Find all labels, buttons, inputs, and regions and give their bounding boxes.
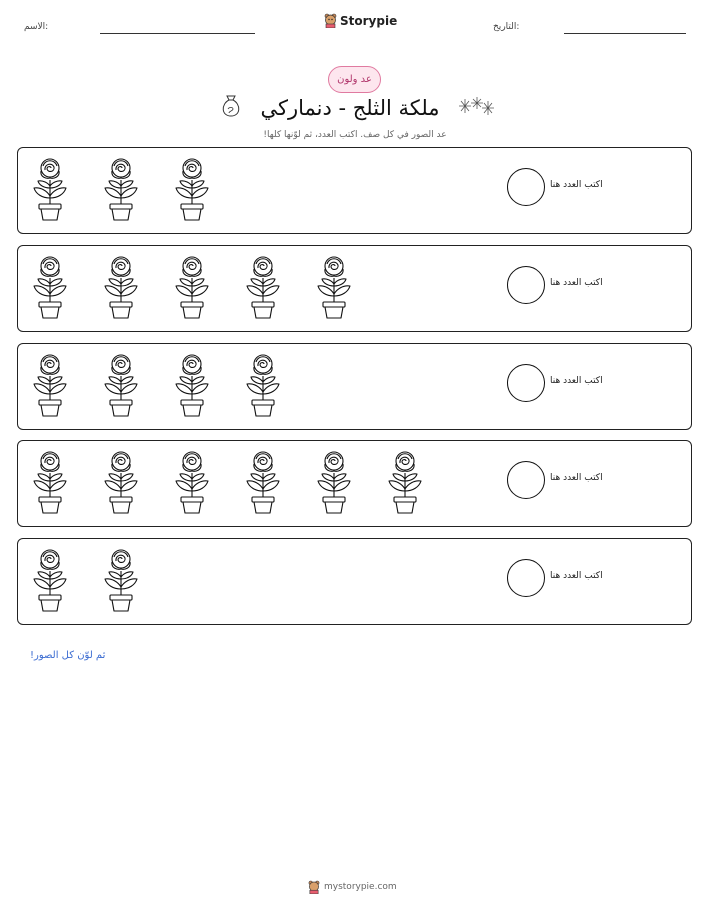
counting-row [17, 245, 692, 332]
potted-rose-icon [243, 447, 283, 517]
potted-rose-icon [30, 447, 70, 517]
name-line[interactable] [100, 33, 255, 34]
potted-rose-icon [101, 545, 141, 615]
answer-label: اكتب العدد هنا [550, 571, 603, 581]
potted-rose-icon [172, 154, 212, 224]
storypie-bear-icon [324, 13, 337, 28]
brand-name: Storypie [340, 13, 398, 28]
potted-rose-icon [172, 350, 212, 420]
potted-rose-icon [172, 252, 212, 322]
answer-label: اكتب العدد هنا [550, 473, 603, 483]
potted-rose-icon [30, 154, 70, 224]
potted-rose-icon [314, 252, 354, 322]
potted-rose-icon [30, 350, 70, 420]
potted-rose-icon [101, 447, 141, 517]
potted-rose-icon [385, 447, 425, 517]
site-footer [308, 880, 397, 894]
counting-row [17, 538, 692, 625]
answer-label: اكتب العدد هنا [550, 376, 603, 386]
potted-rose-icon [101, 350, 141, 420]
potted-rose-icon [243, 350, 283, 420]
answer-circle[interactable] [507, 559, 545, 597]
potted-rose-icon [243, 252, 283, 322]
counting-row [17, 147, 692, 234]
activity-pill: عد ولون [328, 66, 381, 93]
answer-label: اكتب العدد هنا [550, 278, 603, 288]
potted-rose-icon [30, 545, 70, 615]
date-label: التاريخ: [493, 22, 520, 32]
snowflake-cluster-icon [459, 95, 495, 117]
page-title: ملكة الثلج - دنماركي [260, 96, 440, 120]
site-url[interactable]: mystorypie.com [324, 882, 397, 892]
storypie-bear-icon [308, 880, 320, 894]
name-label: الاسم: [24, 22, 49, 32]
answer-circle[interactable] [507, 364, 545, 402]
instructions-subtitle: عد الصور في كل صف. اكتب العدد، ثم لوّنها كلها! [263, 130, 447, 140]
potted-rose-icon [101, 154, 141, 224]
footer-note: ثم لوّن كل الصور! [30, 650, 106, 661]
potted-rose-icon [314, 447, 354, 517]
counting-row [17, 440, 692, 527]
brand-logo [324, 13, 397, 28]
answer-label: اكتب العدد هنا [550, 180, 603, 190]
date-line[interactable] [564, 33, 686, 34]
potted-rose-icon [172, 447, 212, 517]
potted-rose-icon [30, 252, 70, 322]
counting-row [17, 343, 692, 430]
potted-rose-icon [101, 252, 141, 322]
answer-circle[interactable] [507, 461, 545, 499]
answer-circle[interactable] [507, 266, 545, 304]
answer-circle[interactable] [507, 168, 545, 206]
